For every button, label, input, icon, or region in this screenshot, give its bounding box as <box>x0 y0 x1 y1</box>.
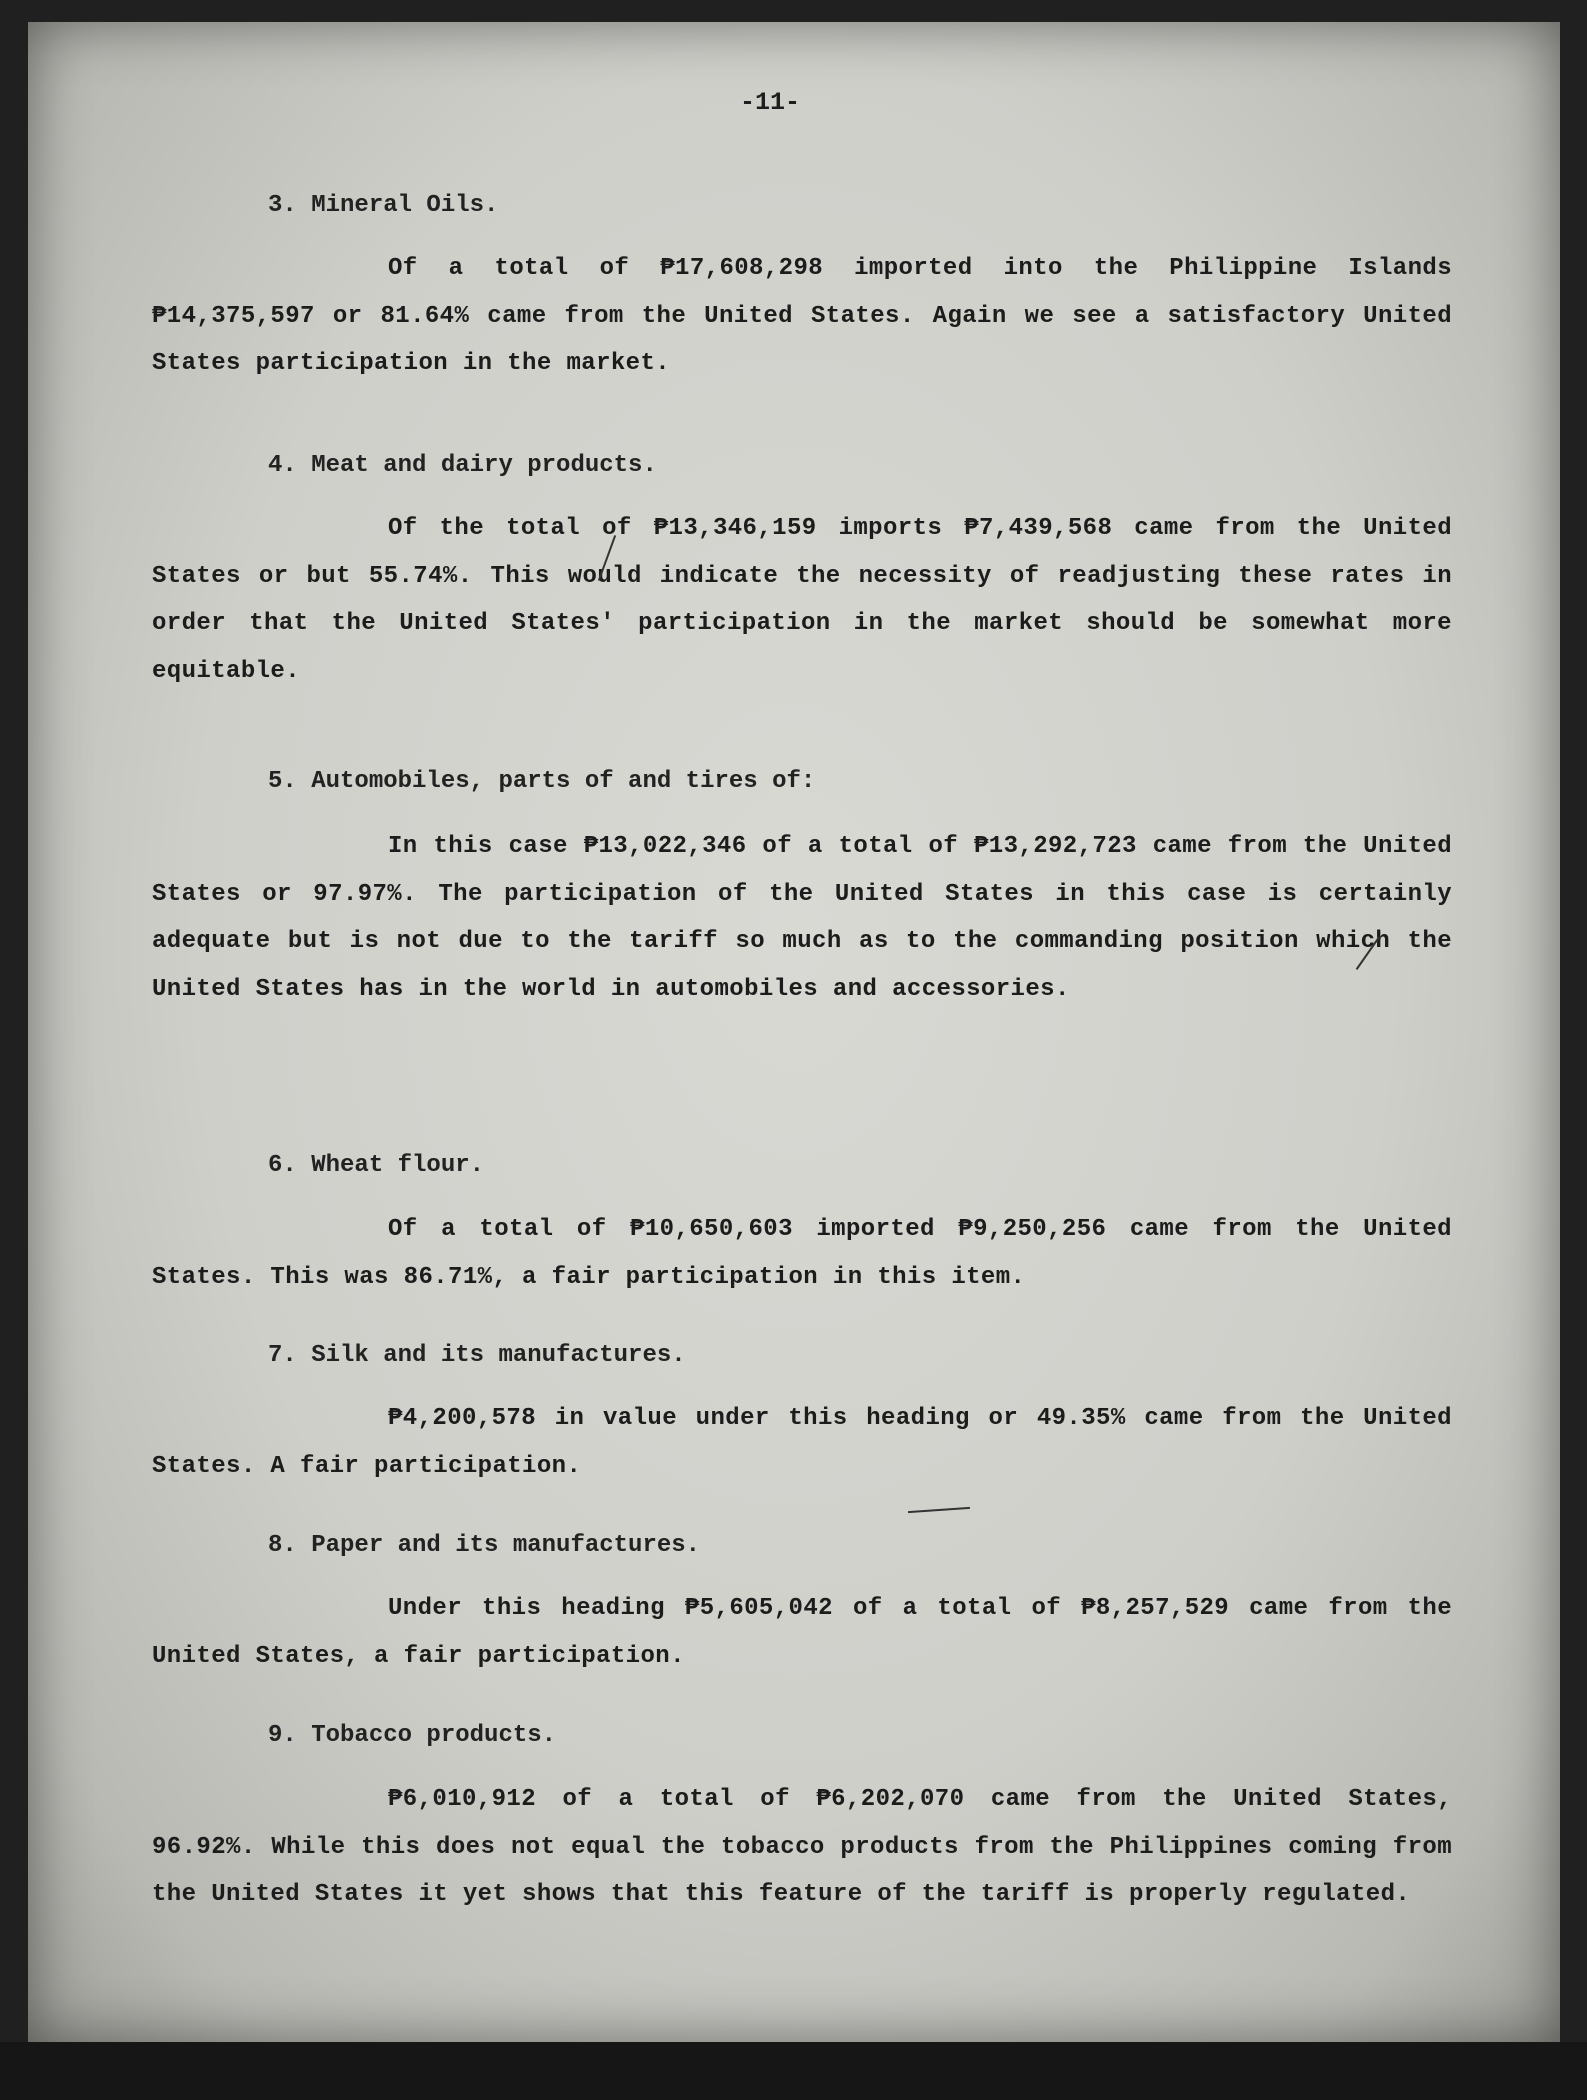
section-text-automobiles: In this case ₱13,022,346 of a total of ₱13,292,723 came from the United States or 97.97%. The participation of the United States in this case is certainly adequate but is not due to the tariff so much as to the commanding position which the United States has in the world in automobiles and accessories. <box>152 833 1452 1003</box>
section-text-wheat-flour: Of a total of ₱10,650,603 imported ₱9,250,256 came from the United States. This was 86.71%, a fair participation in this item. <box>152 1216 1452 1291</box>
section-heading-meat-dairy: 4. Meat and dairy products. <box>268 452 657 479</box>
section-heading-wheat-flour: 6. Wheat flour. <box>268 1152 485 1179</box>
page-number: -11- <box>740 88 801 117</box>
section-heading-automobiles: 5. Automobiles, parts of and tires of: <box>268 768 816 795</box>
section-heading-mineral-oils: 3. Mineral Oils. <box>268 192 499 219</box>
section-text-paper: Under this heading ₱5,605,042 of a total of ₱8,257,529 came from the United States, a fair participation. <box>152 1595 1452 1670</box>
section-text-silk: ₱4,200,578 in value under this heading or 49.35% came from the United States. A fair participation. <box>152 1405 1452 1480</box>
section-text-tobacco: ₱6,010,912 of a total of ₱6,202,070 came from the United States, 96.92%. While this does not equal the tobacco products from the Philippines coming from the United States it yet shows that this feature of the tariff is properly regulated. <box>152 1786 1452 1908</box>
section-heading-tobacco: 9. Tobacco products. <box>268 1722 557 1749</box>
section-heading-silk: 7. Silk and its manufactures. <box>268 1342 686 1369</box>
scan-bottom-edge <box>0 2042 1587 2100</box>
pen-mark <box>908 1507 970 1513</box>
section-text-mineral-oils: Of a total of ₱17,608,298 imported into the Philippine Islands ₱14,375,597 or 81.64% came from the United States. Again we see a satisfactory United States participation in the market. <box>152 255 1452 377</box>
section-text-meat-dairy: Of the total of ₱13,346,159 imports ₱7,439,568 came from the United States or but 55.74%. This would indicate the necessity of readjusting these rates in order that the United States' participation in the market should be somewhat more equitable. <box>152 515 1452 685</box>
document-page <box>28 22 1560 2042</box>
section-heading-paper: 8. Paper and its manufactures. <box>268 1532 701 1559</box>
